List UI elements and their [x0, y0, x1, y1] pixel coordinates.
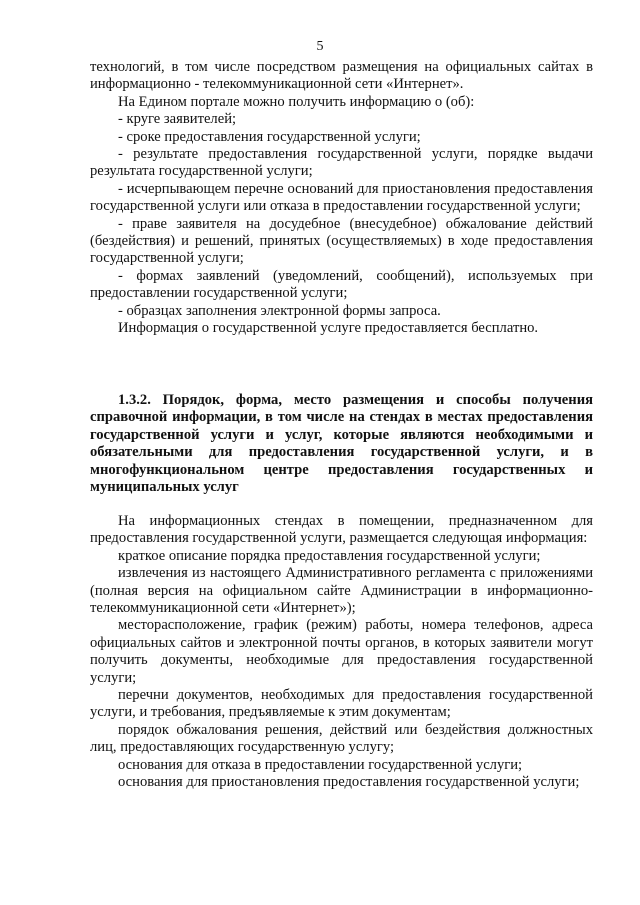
body-paragraph: краткое описание порядка предоставления государственной услуги;	[118, 547, 541, 564]
free-info-paragraph: Информация о государственной услуге предоставляется бесплатно.	[118, 320, 539, 337]
body-paragraph: порядок обжалования решения, действий или бездействия должностных лиц, предоставляющих государственную услугу;	[90, 721, 593, 756]
body-paragraph: На информационных стендах в помещении, предназначенном для предоставления государственной услуги, размещается следующая информация:	[90, 513, 593, 547]
list-item: - формах заявлений (уведомлений, сообщений), используемых при предоставлении государственной услуги;	[90, 267, 593, 302]
body-paragraph: основания для отказа в предоставлении государственной услуги;	[118, 756, 523, 773]
body-paragraph: основания для приостановления предоставления государственной услуги;	[118, 774, 580, 791]
list-item: - круге заявителей;	[118, 111, 237, 128]
body-section	[90, 513, 593, 792]
portal-info-intro: На Едином портале можно получить информацию о (об):	[118, 93, 475, 110]
section-heading: 1.3.2. Порядок, форма, место размещения и способы получения справочной информации, в том числе на стендах в местах предоставления государственной услуги и услуг, которые являются необходимыми и обязательными для предоставления государственной услуги, и в многофункциональном центре предоставления государственных и муниципальных услуг	[90, 392, 593, 496]
list-item: - результате предоставления государственной услуги, порядке выдачи результата государственной услуги;	[90, 146, 593, 180]
intro-section	[90, 59, 593, 338]
body-paragraph: перечни документов, необходимых для предоставления государственной услуги, и требования, предъявляемые к этим документам;	[90, 687, 593, 721]
body-paragraph: месторасположение, график (режим) работы, номера телефонов, адреса официальных сайтов и электронной почты органов, в которых заявители могут получить документы, необходимые для предоставления государственной услуги;	[90, 617, 593, 686]
section-heading-block	[90, 392, 593, 496]
continued-paragraph: технологий, в том числе посредством размещения на официальных сайтах в информационно - телекоммуникационной сети «Интернет».	[90, 59, 593, 93]
body-paragraph: извлечения из настоящего Административного регламента с приложениями (полная версия на официальном сайте Администрации в информационно-телекоммуникационной сети «Интернет»);	[90, 565, 593, 617]
list-item: - сроке предоставления государственной услуги;	[118, 128, 421, 145]
list-item: - образцах заполнения электронной формы запроса.	[118, 302, 441, 319]
page-number: 5	[316, 39, 324, 54]
list-item: - исчерпывающем перечне оснований для приостановления предоставления государственной услуги или отказа в предоставлении государственной услуги;	[90, 180, 593, 215]
list-item: - праве заявителя на досудебное (внесудебное) обжалование действий (бездействия) и решений, принятых (осуществляемых) в ходе предоставления государственной услуги;	[90, 215, 593, 267]
